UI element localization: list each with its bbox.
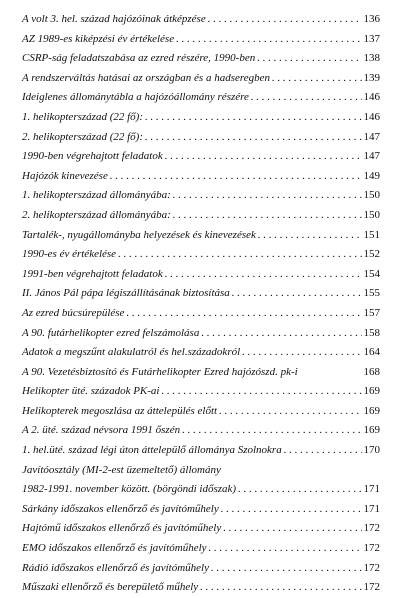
toc-entry-title: Javítóosztály (MI-2-est üzemeltető) állomány [22,463,221,476]
leader-dots [258,226,362,246]
toc-entry-title: 1990-es év értékelése [22,248,117,261]
leader-dots [221,500,362,520]
toc-entry-title: Rádió időszakos ellenőrző és javítóműhely [22,561,209,574]
leader-dots [201,324,361,344]
toc-entry-page: 147 [363,130,380,143]
leader-dots [182,421,361,441]
toc-entry-page: 151 [363,228,380,241]
leader-dots [223,519,361,539]
leader-dots [173,186,362,206]
leader-dots [118,245,361,265]
toc-entry-title: Helikopter üté. századok PK-ai [22,385,160,398]
toc-entry-title: Műszaki ellenőrző és berepülető műhely [22,581,199,594]
leader-dots [145,128,362,148]
toc-entry [22,265,380,285]
toc-entry-title: AZ 1989-es kiképzési év értékelése [22,32,175,45]
toc-entry-title: A 90. futárhelikopter ezred felszámolása [22,326,200,339]
toc-entry-title: 1982-1991. november között. (börgöndi időszak) [22,483,237,496]
toc-entry [22,539,380,559]
toc-entry-page: 171 [363,483,380,496]
toc-entry-title: 1. hel.üté. század légi úton áttelepülő állománya Szolnokra [22,444,282,457]
toc-entry-page: 155 [363,287,380,300]
toc-entry-title: 2. helikopterszázad állományába: [22,208,171,221]
leader-dots [219,402,361,422]
toc-entry-page: 158 [363,326,380,339]
toc-entry-page: 137 [363,32,380,45]
toc-entry [22,186,380,206]
toc-entry [22,421,380,441]
leader-dots [208,10,362,30]
leader-dots [272,69,361,89]
leader-dots [165,265,362,285]
leader-dots [176,30,361,50]
leader-dots [200,578,361,598]
leader-dots [257,49,361,69]
toc-entry-title: Sárkány időszakos ellenőrző és javítóműhely [22,502,219,515]
toc-entry [22,519,380,539]
toc-entry [22,10,380,30]
toc-entry-title: Tartalék-, nyugállományba helyezések és kinevezések [22,228,256,241]
leader-dots [251,88,362,108]
toc-entry [22,226,380,246]
toc-entry-page: 147 [363,150,380,163]
toc-entry [22,108,380,128]
toc-entry [22,402,380,422]
toc-entry-page: 136 [363,13,380,25]
toc-entry [22,343,380,363]
toc-entry-title: Az ezred búcsúrepülése [22,306,125,319]
toc-entry-title: CSRP-ság feladatszabása az ezred részére, 1990-ben [22,52,256,65]
toc-entry [22,30,380,50]
leader-dots [211,559,362,579]
toc-entry-page: 171 [363,502,380,515]
toc-entry-title: A volt 3. hel. század hajózóinak átképzése [22,13,206,25]
toc-entry [22,500,380,520]
toc-entry-title: Adatok a megszűnt alakulatról és hel.századokról [22,346,241,359]
toc-entry [22,480,380,500]
leader-dots [242,343,361,363]
toc-entry-page: 138 [363,52,380,65]
toc-entry-page: 172 [363,522,380,535]
toc-entry-page: 152 [363,248,380,261]
toc-entry-page: 172 [363,542,380,555]
leader-dots [238,480,361,500]
toc-entry-title: A 90. Vezetésbiztosító és Futárhelikopter Ezred hajózószd. pk-i [22,365,298,378]
toc-entry-title: 1. helikopterszázad (22 fő): [22,110,143,123]
toc-entry [22,69,380,89]
toc-entry-title: 1. helikopterszázad állományába: [22,189,171,202]
toc-entry-page: 149 [363,169,380,182]
toc-entry-page: 172 [363,581,380,594]
toc-entry-page: 139 [363,71,380,84]
toc-entry-page: 146 [363,110,380,123]
toc-entry-title: 1990-ben végrehajtott feladatok [22,150,163,163]
toc-entry-page: 164 [363,346,380,359]
toc-entry [22,284,380,304]
leader-dots [209,539,362,559]
leader-dots [232,284,362,304]
toc-entry-page: 150 [363,208,380,221]
toc-entry-page: 169 [363,424,380,437]
toc-entry [22,206,380,226]
toc-entry-page: 168 [363,365,380,378]
leader-dots [173,206,362,226]
toc-entry [22,559,380,579]
toc-entry-title: 2. helikopterszázad (22 fő): [22,130,143,143]
leader-dots [110,167,362,187]
toc-entry-title: EMO időszakos ellenőrző és javítóműhely [22,542,207,555]
toc-entry-page: 170 [363,444,380,457]
toc-entry-page: 157 [363,306,380,319]
toc-entry-title: Ideiglenes állománytábla a hajózóállomány részére [22,91,249,104]
leader-dots [161,382,361,402]
leader-dots [284,441,362,461]
toc-entry-page: 169 [363,404,380,417]
toc-entry-page: 169 [363,385,380,398]
toc-entry [22,363,380,383]
toc-entry [22,382,380,402]
toc-entry-title: Helikopterek megoszlása az áttelepülés előtt [22,404,218,417]
toc-entry [22,461,380,481]
toc-entry [22,147,380,167]
toc-entry [22,578,380,598]
toc-entry [22,245,380,265]
toc-entry-title: Hajózók kinevezése [22,169,108,182]
leader-dots [126,304,361,324]
toc-entry-title: Hajtómű időszakos ellenőrző és javítóműhely [22,522,222,535]
toc-entry-page: 150 [363,189,380,202]
toc-entry [22,128,380,148]
toc-entry-title: 1991-ben végrehajtott feladatok [22,267,163,280]
toc-entry [22,324,380,344]
toc-entry [22,49,380,69]
toc-entry [22,88,380,108]
toc-entry-title: A rendszerváltás hatásai az országban és a hadseregben [22,71,271,84]
toc-entry [22,167,380,187]
table-of-contents [22,10,380,598]
toc-entry-title: A 2. üté. század névsora 1991 őszén [22,424,181,437]
toc-entry-page: 154 [363,267,380,280]
toc-entry-page: 172 [363,561,380,574]
toc-entry-page: 146 [363,91,380,104]
toc-entry [22,304,380,324]
leader-dots [145,108,362,128]
toc-entry [22,441,380,461]
leader-dots [165,147,362,167]
toc-entry-title: II. János Pál pápa légiszállításának biztosítása [22,287,230,300]
